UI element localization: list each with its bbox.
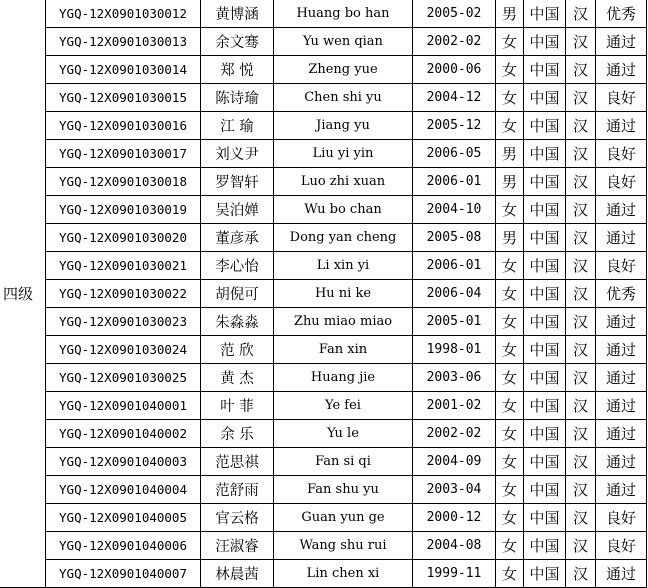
ethnicity-cell: 汉 xyxy=(566,476,596,504)
result-cell: 良好 xyxy=(596,252,647,280)
ethnicity-cell: 汉 xyxy=(566,280,596,308)
nationality-cell: 中国 xyxy=(524,560,566,588)
chinese-name-cell: 范 欣 xyxy=(201,336,274,364)
birth-date-cell: 2005-01 xyxy=(413,308,496,336)
chinese-name-cell: 胡倪可 xyxy=(201,280,274,308)
birth-date-cell: 2004-10 xyxy=(413,196,496,224)
pinyin-name-cell: Ye fei xyxy=(274,392,413,420)
nationality-cell: 中国 xyxy=(524,476,566,504)
nationality-cell: 中国 xyxy=(524,224,566,252)
result-cell: 良好 xyxy=(596,168,647,196)
pinyin-name-cell: Lin chen xi xyxy=(274,560,413,588)
result-cell: 通过 xyxy=(596,560,647,588)
table-row xyxy=(0,364,647,392)
nationality-cell: 中国 xyxy=(524,28,566,56)
sex-cell: 男 xyxy=(496,0,524,28)
table-row xyxy=(0,504,647,532)
chinese-name-cell: 黄 杰 xyxy=(201,364,274,392)
sex-cell: 女 xyxy=(496,364,524,392)
birth-date-cell: 2006-01 xyxy=(413,168,496,196)
ethnicity-cell: 汉 xyxy=(566,28,596,56)
candidate-id-cell: YGQ-12X0901040007 xyxy=(46,560,201,588)
table-row xyxy=(0,336,647,364)
ethnicity-cell: 汉 xyxy=(566,364,596,392)
candidate-id-cell: YGQ-12X0901030016 xyxy=(46,112,201,140)
table-row xyxy=(0,392,647,420)
ethnicity-cell: 汉 xyxy=(566,336,596,364)
pinyin-name-cell: Dong yan cheng xyxy=(274,224,413,252)
nationality-cell: 中国 xyxy=(524,140,566,168)
birth-date-cell: 2003-06 xyxy=(413,364,496,392)
table-row xyxy=(0,560,647,588)
result-cell: 良好 xyxy=(596,140,647,168)
candidate-id-cell: YGQ-12X0901040004 xyxy=(46,476,201,504)
birth-date-cell: 2003-04 xyxy=(413,476,496,504)
sex-cell: 女 xyxy=(496,112,524,140)
birth-date-cell: 2000-12 xyxy=(413,504,496,532)
sex-cell: 男 xyxy=(496,168,524,196)
sex-cell: 女 xyxy=(496,308,524,336)
candidate-id-cell: YGQ-12X0901030019 xyxy=(46,196,201,224)
ethnicity-cell: 汉 xyxy=(566,308,596,336)
pinyin-name-cell: Chen shi yu xyxy=(274,84,413,112)
pinyin-name-cell: Liu yi yin xyxy=(274,140,413,168)
birth-date-cell: 2001-02 xyxy=(413,392,496,420)
nationality-cell: 中国 xyxy=(524,0,566,28)
chinese-name-cell: 范思祺 xyxy=(201,448,274,476)
nationality-cell: 中国 xyxy=(524,448,566,476)
chinese-name-cell: 余 乐 xyxy=(201,420,274,448)
result-cell: 通过 xyxy=(596,308,647,336)
chinese-name-cell: 朱淼淼 xyxy=(201,308,274,336)
birth-date-cell: 1999-11 xyxy=(413,560,496,588)
birth-date-cell: 2006-05 xyxy=(413,140,496,168)
sex-cell: 女 xyxy=(496,560,524,588)
table-row xyxy=(0,0,647,28)
sex-cell: 女 xyxy=(496,448,524,476)
birth-date-cell: 2005-02 xyxy=(413,0,496,28)
birth-date-cell: 2000-06 xyxy=(413,56,496,84)
candidate-id-cell: YGQ-12X0901030021 xyxy=(46,252,201,280)
sex-cell: 女 xyxy=(496,504,524,532)
candidate-id-cell: YGQ-12X0901030025 xyxy=(46,364,201,392)
pinyin-name-cell: Fan shu yu xyxy=(274,476,413,504)
candidate-id-cell: YGQ-12X0901030023 xyxy=(46,308,201,336)
chinese-name-cell: 汪淑睿 xyxy=(201,532,274,560)
result-cell: 通过 xyxy=(596,28,647,56)
sex-cell: 男 xyxy=(496,140,524,168)
pinyin-name-cell: Luo zhi xuan xyxy=(274,168,413,196)
birth-date-cell: 2005-12 xyxy=(413,112,496,140)
nationality-cell: 中国 xyxy=(524,504,566,532)
pinyin-name-cell: Zhu miao miao xyxy=(274,308,413,336)
candidate-id-cell: YGQ-12X0901030015 xyxy=(46,84,201,112)
candidate-id-cell: YGQ-12X0901030012 xyxy=(46,0,201,28)
sex-cell: 女 xyxy=(496,532,524,560)
result-cell: 通过 xyxy=(596,420,647,448)
result-cell: 通过 xyxy=(596,196,647,224)
nationality-cell: 中国 xyxy=(524,280,566,308)
chinese-name-cell: 叶 菲 xyxy=(201,392,274,420)
level-cell xyxy=(0,0,46,588)
ethnicity-cell: 汉 xyxy=(566,140,596,168)
nationality-cell: 中国 xyxy=(524,112,566,140)
result-cell: 通过 xyxy=(596,448,647,476)
pinyin-name-cell: Huang jie xyxy=(274,364,413,392)
table-row xyxy=(0,196,647,224)
pinyin-name-cell: Fan xin xyxy=(274,336,413,364)
pinyin-name-cell: Jiang yu xyxy=(274,112,413,140)
table-row xyxy=(0,308,647,336)
sex-cell: 女 xyxy=(496,392,524,420)
nationality-cell: 中国 xyxy=(524,532,566,560)
candidate-id-cell: YGQ-12X0901030017 xyxy=(46,140,201,168)
birth-date-cell: 1998-01 xyxy=(413,336,496,364)
sex-cell: 女 xyxy=(496,252,524,280)
birth-date-cell: 2004-09 xyxy=(413,448,496,476)
nationality-cell: 中国 xyxy=(524,84,566,112)
candidate-id-cell: YGQ-12X0901030013 xyxy=(46,28,201,56)
birth-date-cell: 2006-04 xyxy=(413,280,496,308)
sex-cell: 女 xyxy=(496,280,524,308)
ethnicity-cell: 汉 xyxy=(566,0,596,28)
ethnicity-cell: 汉 xyxy=(566,56,596,84)
table-row xyxy=(0,252,647,280)
sex-cell: 男 xyxy=(496,224,524,252)
nationality-cell: 中国 xyxy=(524,252,566,280)
candidate-id-cell: YGQ-12X0901030024 xyxy=(46,336,201,364)
chinese-name-cell: 余文骞 xyxy=(201,28,274,56)
result-cell: 通过 xyxy=(596,336,647,364)
candidate-id-cell: YGQ-12X0901030018 xyxy=(46,168,201,196)
table-row xyxy=(0,476,647,504)
result-cell: 良好 xyxy=(596,84,647,112)
birth-date-cell: 2006-01 xyxy=(413,252,496,280)
nationality-cell: 中国 xyxy=(524,168,566,196)
pinyin-name-cell: Wang shu rui xyxy=(274,532,413,560)
table-row xyxy=(0,112,647,140)
result-cell: 通过 xyxy=(596,224,647,252)
pinyin-name-cell: Guan yun ge xyxy=(274,504,413,532)
candidate-id-cell: YGQ-12X0901040003 xyxy=(46,448,201,476)
ethnicity-cell: 汉 xyxy=(566,420,596,448)
chinese-name-cell: 林晨茜 xyxy=(201,560,274,588)
nationality-cell: 中国 xyxy=(524,364,566,392)
table-row xyxy=(0,224,647,252)
birth-date-cell: 2002-02 xyxy=(413,28,496,56)
result-cell: 良好 xyxy=(596,532,647,560)
pinyin-name-cell: Yu wen qian xyxy=(274,28,413,56)
result-cell: 优秀 xyxy=(596,0,647,28)
table-row xyxy=(0,420,647,448)
candidate-id-cell: YGQ-12X0901040001 xyxy=(46,392,201,420)
chinese-name-cell: 官云格 xyxy=(201,504,274,532)
nationality-cell: 中国 xyxy=(524,336,566,364)
result-cell: 通过 xyxy=(596,476,647,504)
chinese-name-cell: 范舒雨 xyxy=(201,476,274,504)
table-row xyxy=(0,448,647,476)
chinese-name-cell: 吴泊婵 xyxy=(201,196,274,224)
result-cell: 优秀 xyxy=(596,280,647,308)
table-row xyxy=(0,168,647,196)
nationality-cell: 中国 xyxy=(524,308,566,336)
candidate-id-cell: YGQ-12X0901030020 xyxy=(46,224,201,252)
chinese-name-cell: 刘义尹 xyxy=(201,140,274,168)
ethnicity-cell: 汉 xyxy=(566,392,596,420)
pinyin-name-cell: Li xin yi xyxy=(274,252,413,280)
chinese-name-cell: 李心怡 xyxy=(201,252,274,280)
sex-cell: 女 xyxy=(496,476,524,504)
level-label: 四级 xyxy=(3,285,34,303)
pinyin-name-cell: Fan si qi xyxy=(274,448,413,476)
nationality-cell: 中国 xyxy=(524,196,566,224)
result-cell: 通过 xyxy=(596,56,647,84)
birth-date-cell: 2004-08 xyxy=(413,532,496,560)
table-row xyxy=(0,84,647,112)
pinyin-name-cell: Huang bo han xyxy=(274,0,413,28)
candidate-id-cell: YGQ-12X0901040006 xyxy=(46,532,201,560)
birth-date-cell: 2004-12 xyxy=(413,84,496,112)
result-cell: 良好 xyxy=(596,504,647,532)
chinese-name-cell: 黄博涵 xyxy=(201,0,274,28)
table-row xyxy=(0,56,647,84)
pinyin-name-cell: Wu bo chan xyxy=(274,196,413,224)
sex-cell: 女 xyxy=(496,56,524,84)
ethnicity-cell: 汉 xyxy=(566,252,596,280)
ethnicity-cell: 汉 xyxy=(566,196,596,224)
nationality-cell: 中国 xyxy=(524,392,566,420)
chinese-name-cell: 郑 悦 xyxy=(201,56,274,84)
ethnicity-cell: 汉 xyxy=(566,532,596,560)
result-cell: 通过 xyxy=(596,392,647,420)
ethnicity-cell: 汉 xyxy=(566,112,596,140)
table-row xyxy=(0,28,647,56)
candidate-id-cell: YGQ-12X0901040005 xyxy=(46,504,201,532)
chinese-name-cell: 江 瑜 xyxy=(201,112,274,140)
sex-cell: 女 xyxy=(496,420,524,448)
table-row xyxy=(0,140,647,168)
sex-cell: 女 xyxy=(496,84,524,112)
result-cell: 通过 xyxy=(596,112,647,140)
candidate-id-cell: YGQ-12X0901030022 xyxy=(46,280,201,308)
nationality-cell: 中国 xyxy=(524,56,566,84)
sex-cell: 女 xyxy=(496,28,524,56)
chinese-name-cell: 董彦承 xyxy=(201,224,274,252)
table-row xyxy=(0,280,647,308)
sex-cell: 女 xyxy=(496,336,524,364)
pinyin-name-cell: Yu le xyxy=(274,420,413,448)
table-row xyxy=(0,532,647,560)
ethnicity-cell: 汉 xyxy=(566,224,596,252)
result-cell: 通过 xyxy=(596,364,647,392)
candidate-id-cell: YGQ-12X0901040002 xyxy=(46,420,201,448)
ethnicity-cell: 汉 xyxy=(566,504,596,532)
birth-date-cell: 2005-08 xyxy=(413,224,496,252)
ethnicity-cell: 汉 xyxy=(566,560,596,588)
chinese-name-cell: 罗智轩 xyxy=(201,168,274,196)
chinese-name-cell: 陈诗瑜 xyxy=(201,84,274,112)
pinyin-name-cell: Zheng yue xyxy=(274,56,413,84)
ethnicity-cell: 汉 xyxy=(566,448,596,476)
sex-cell: 女 xyxy=(496,196,524,224)
pinyin-name-cell: Hu ni ke xyxy=(274,280,413,308)
candidate-id-cell: YGQ-12X0901030014 xyxy=(46,56,201,84)
nationality-cell: 中国 xyxy=(524,420,566,448)
ethnicity-cell: 汉 xyxy=(566,84,596,112)
birth-date-cell: 2002-02 xyxy=(413,420,496,448)
ethnicity-cell: 汉 xyxy=(566,168,596,196)
